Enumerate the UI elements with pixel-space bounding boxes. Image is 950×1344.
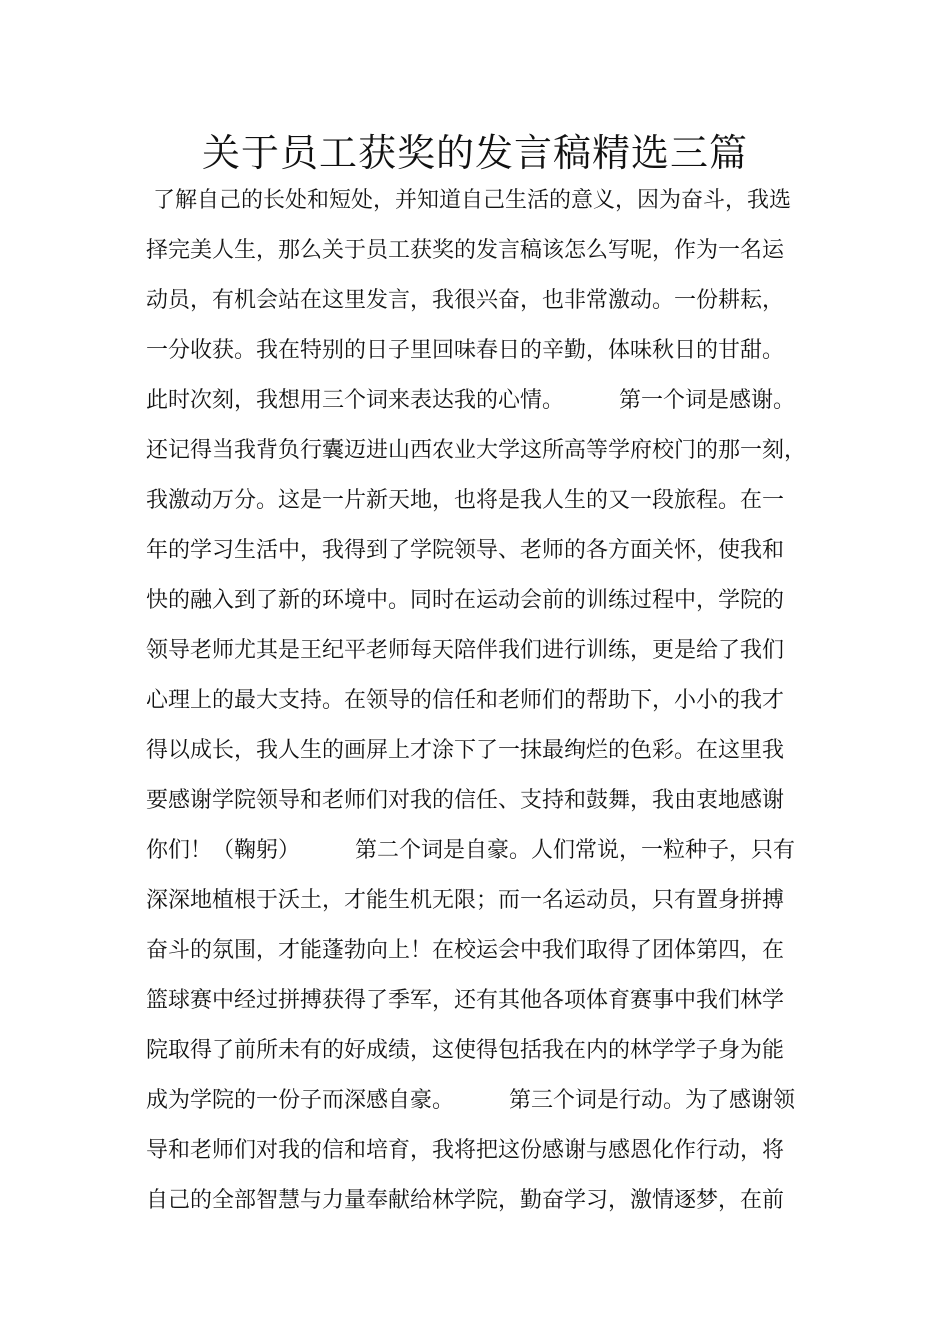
text-line: 深深地植根于沃土，才能生机无限；而一名运动员，只有置身拼搏	[146, 888, 785, 913]
text-line: 我激动万分。这是一片新天地，也将是我人生的又一段旅程。在一	[146, 488, 785, 513]
text-line: 快的融入到了新的环境中。同时在运动会前的训练过程中，学院的	[146, 588, 785, 613]
text-line: 得以成长，我人生的画屏上才涂下了一抹最绚烂的色彩。在这里我	[146, 738, 785, 763]
document-title: 关于员工获奖的发言稿精选三篇	[201, 131, 748, 175]
text-line: 成为学院的一份子而深感自豪。 第三个词是行动。为了感谢领	[146, 1088, 796, 1113]
text-line: 你们！（鞠躬） 第二个词是自豪。人们常说，一粒种子，只有	[146, 838, 796, 863]
text-line: 领导老师尤其是王纪平老师每天陪伴我们进行训练，更是给了我们	[146, 638, 785, 663]
text-line: 心理上的最大支持。在领导的信任和老师们的帮助下，小小的我才	[146, 688, 785, 713]
document-body	[146, 176, 836, 1226]
text-line: 择完美人生，那么关于员工获奖的发言稿该怎么写呢，作为一名运	[146, 238, 785, 263]
text-line: 自己的全部智慧与力量奉献给林学院，勤奋学习，激情逐梦，在前	[146, 1188, 785, 1213]
text-line: 一分收获。我在特别的日子里回味春日的辛勤，体味秋日的甘甜。	[146, 338, 785, 363]
text-line: 院取得了前所未有的好成绩，这使得包括我在内的林学学子身为能	[146, 1038, 785, 1063]
text-line: 年的学习生活中，我得到了学院领导、老师的各方面关怀，使我和	[146, 538, 785, 563]
text-line: 奋斗的氛围，才能蓬勃向上！在校运会中我们取得了团体第四，在	[146, 938, 785, 963]
text-line: 导和老师们对我的信和培育，我将把这份感谢与感恩化作行动，将	[146, 1138, 785, 1163]
text-line: 篮球赛中经过拼搏获得了季军，还有其他各项体育赛事中我们林学	[146, 988, 785, 1013]
text-line: 要感谢学院领导和老师们对我的信任、支持和鼓舞，我由衷地感谢	[146, 788, 785, 813]
text-line: 还记得当我背负行囊迈进山西农业大学这所高等学府校门的那一刻，	[146, 438, 807, 463]
text-line: 此时次刻，我想用三个词来表达我的心情。 第一个词是感谢。	[146, 388, 796, 413]
text-line: 了解自己的长处和短处，并知道自己生活的意义，因为奋斗，我选	[146, 188, 791, 213]
text-line: 动员，有机会站在这里发言，我很兴奋，也非常激动。一份耕耘，	[146, 288, 785, 313]
